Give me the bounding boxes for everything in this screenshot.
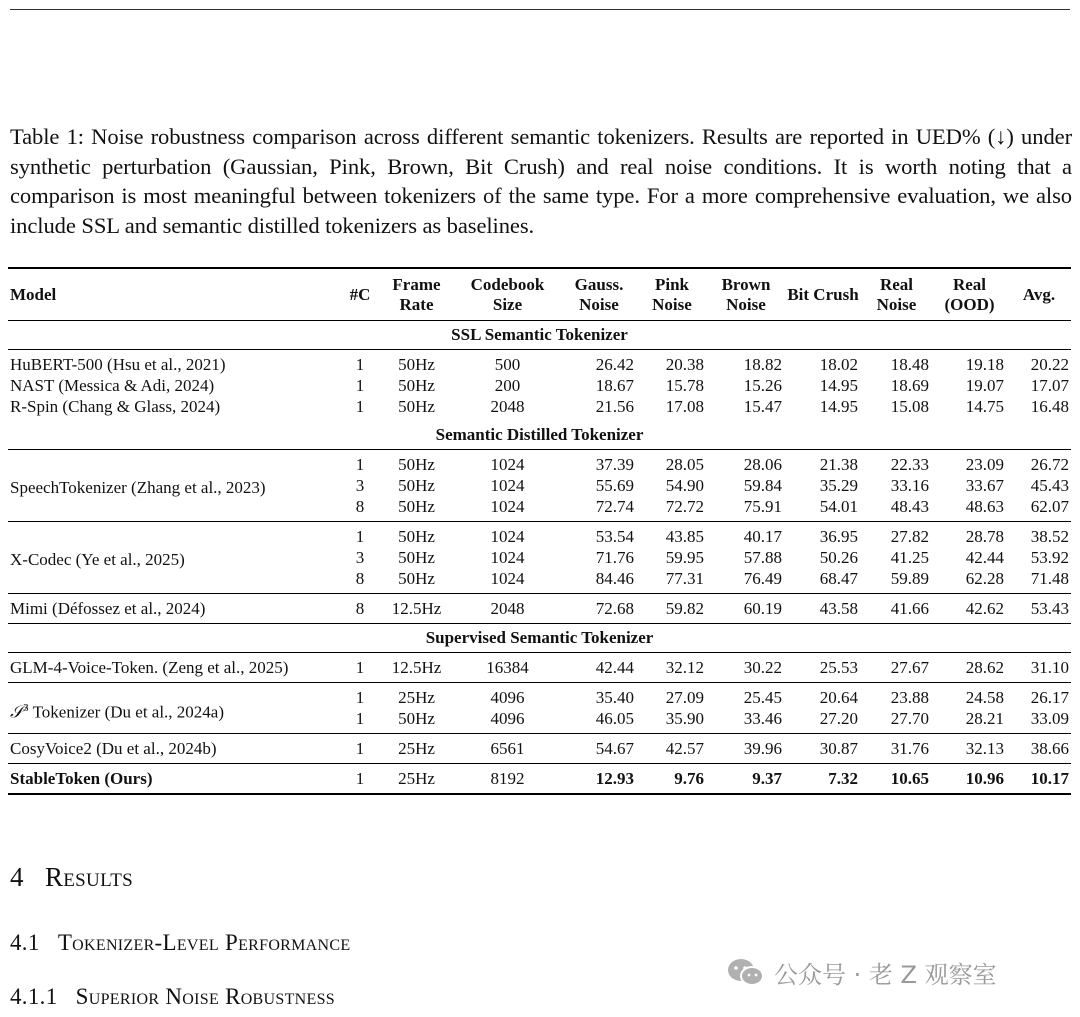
header-cell: Codebook Size	[470, 275, 545, 314]
header-cell: Model	[10, 285, 57, 304]
table-cell: 31.76	[890, 739, 929, 758]
table-cell: 19.18	[965, 355, 1004, 374]
table-cell: 2048	[490, 397, 525, 416]
model-name: R-Spin (Chang & Glass, 2024)	[10, 397, 221, 416]
table-row	[8, 450, 1071, 476]
table-cell: 27.09	[665, 688, 704, 707]
table-cell: 48.63	[965, 497, 1004, 516]
table-cell: 1	[355, 709, 365, 728]
table-cell: 23.88	[890, 688, 929, 707]
model-symbol: 𝒮	[10, 702, 24, 722]
table-cell: 19.07	[965, 376, 1004, 395]
table-cell: 28.62	[965, 658, 1004, 677]
table-row	[8, 734, 1071, 764]
table-cell: 1	[355, 739, 365, 758]
table-cell: 15.78	[665, 376, 704, 395]
table-cell: 54.01	[819, 497, 858, 516]
table-cell: 50.26	[819, 548, 858, 567]
table-cell: 53.43	[1030, 599, 1069, 618]
section-label: Supervised Semantic Tokenizer	[8, 624, 1071, 653]
table-cell: 72.74	[595, 497, 634, 516]
table-cell: 59.84	[743, 476, 782, 495]
table-cell: 20.64	[819, 688, 858, 707]
table-cell: 28.78	[965, 527, 1004, 546]
header-cell: Brown Noise	[721, 275, 771, 314]
table-cell: 41.25	[890, 548, 929, 567]
table-cell: 75.91	[743, 497, 782, 516]
table-cell: 12.93	[595, 769, 634, 788]
table-cell: 1	[355, 397, 365, 416]
table-cell: 38.52	[1030, 527, 1069, 546]
table-cell: 25Hz	[398, 739, 435, 758]
table-cell: 1024	[490, 476, 525, 495]
table-cell: 59.89	[890, 569, 929, 588]
table-cell: 35.29	[819, 476, 858, 495]
table-cell: 32.13	[965, 739, 1004, 758]
table-cell: 27.67	[890, 658, 929, 677]
table-cell: 68.47	[819, 569, 858, 588]
table-cell: 54.90	[665, 476, 704, 495]
table-cell: 45.43	[1030, 476, 1069, 495]
table-cell: 14.95	[819, 376, 858, 395]
table-cell: 28.05	[665, 455, 704, 474]
table-cell: 25Hz	[398, 688, 435, 707]
table-cell: 35.40	[595, 688, 634, 707]
table-row	[8, 764, 1071, 794]
table-cell: 28.06	[743, 455, 782, 474]
header-cell: Real (OOD)	[944, 275, 995, 314]
table-cell: 25.53	[819, 658, 858, 677]
header-row	[8, 268, 1071, 321]
table-row	[8, 522, 1071, 547]
table-cell: 76.49	[743, 569, 782, 588]
table-cell: 41.66	[890, 599, 929, 618]
table-cell: 35.90	[665, 709, 704, 728]
table-cell: 59.82	[665, 599, 704, 618]
table-cell: 72.68	[595, 599, 634, 618]
results-table	[8, 267, 1071, 795]
table-cell: 50Hz	[398, 497, 435, 516]
table-cell: 18.67	[595, 376, 634, 395]
table-cell: 1	[355, 355, 365, 374]
section-label: Semantic Distilled Tokenizer	[8, 421, 1071, 450]
table-cell: 54.67	[595, 739, 634, 758]
table-cell: 50Hz	[398, 476, 435, 495]
table-cell: 43.85	[665, 527, 704, 546]
table-cell: 26.72	[1030, 455, 1069, 474]
table-cell: 15.08	[890, 397, 929, 416]
table-cell: 18.82	[743, 355, 782, 374]
table-cell: 42.44	[595, 658, 634, 677]
table-cell: 57.88	[743, 548, 782, 567]
model-name: CosyVoice2 (Du et al., 2024b)	[10, 739, 217, 758]
table-cell: 84.46	[595, 569, 634, 588]
table-cell: 14.75	[965, 397, 1004, 416]
table-cell: 8	[355, 497, 365, 516]
table-cell: 27.20	[819, 709, 858, 728]
section-header-row	[8, 421, 1071, 450]
table-cell: 33.67	[965, 476, 1004, 495]
table-cell: 1	[355, 455, 365, 474]
table-row	[8, 683, 1071, 708]
table-cell: 28.21	[965, 709, 1004, 728]
table-cell: 17.07	[1030, 376, 1069, 395]
table-cell: 23.09	[965, 455, 1004, 474]
table-cell: 50Hz	[398, 355, 435, 374]
table-cell: 33.16	[890, 476, 929, 495]
table-cell: 21.38	[819, 455, 858, 474]
table-cell: 1024	[490, 527, 525, 546]
table-cell: 62.28	[965, 569, 1004, 588]
top-rule	[10, 9, 1070, 10]
model-name: NAST (Messica & Adi, 2024)	[10, 376, 215, 395]
table-cell: 12.5Hz	[391, 599, 442, 618]
header-cell: Bit Crush	[787, 285, 859, 304]
table-cell: 48.43	[890, 497, 929, 516]
table-cell: 9.76	[674, 769, 704, 788]
table-row	[8, 350, 1071, 376]
section-header-row	[8, 624, 1071, 653]
table-cell: 16384	[486, 658, 529, 677]
table-cell: 50Hz	[398, 569, 435, 588]
table-cell: 10.65	[890, 769, 929, 788]
table-cell: 27.82	[890, 527, 929, 546]
table-cell: 30.22	[743, 658, 782, 677]
table-cell: 40.17	[743, 527, 782, 546]
table-cell: 1024	[490, 569, 525, 588]
table-cell: 43.58	[819, 599, 858, 618]
table-cell: 1024	[490, 455, 525, 474]
table-cell: 25Hz	[398, 769, 435, 788]
table-cell: 9.37	[752, 769, 782, 788]
table-cell: 27.70	[890, 709, 929, 728]
table-cell: 1024	[490, 548, 525, 567]
table-row	[8, 594, 1071, 624]
table-row	[8, 653, 1071, 683]
table-cell: 50Hz	[398, 709, 435, 728]
header-cell: Avg.	[1022, 285, 1056, 304]
table-cell: 8	[355, 569, 365, 588]
table-caption: Table 1: Noise robustness comparison across different semantic tokenizers. Results are reported in UED% (↓) under synthetic perturbation (Gaussian, Pink, Brown, Bit Crush) and real noise conditions. It is worth noting that a comparison is most meaningful between tokenizers of the same type. For a more comprehensive evaluation, we also include SSL and semantic distilled tokenizers as baselines.	[10, 124, 1072, 238]
table-cell: 12.5Hz	[391, 658, 442, 677]
table-cell: 62.07	[1030, 497, 1069, 516]
table-cell: 1	[355, 376, 365, 395]
table-cell: 1	[355, 527, 365, 546]
model-name: SpeechTokenizer (Zhang et al., 2023)	[10, 478, 266, 497]
table-cell: 16.48	[1030, 397, 1069, 416]
table-cell: 1	[355, 769, 365, 788]
table-cell: 50Hz	[398, 376, 435, 395]
table-cell: 42.62	[965, 599, 1004, 618]
table-cell: 50Hz	[398, 455, 435, 474]
table-cell: 1024	[490, 497, 525, 516]
table-cell: 53.92	[1030, 548, 1069, 567]
table-cell: 59.95	[665, 548, 704, 567]
table-row	[8, 375, 1071, 396]
table-cell: 10.17	[1030, 769, 1069, 788]
table-cell: 50Hz	[398, 527, 435, 546]
model-name: Mimi (Défossez et al., 2024)	[10, 599, 206, 618]
section-label: SSL Semantic Tokenizer	[8, 321, 1071, 350]
table-cell: 60.19	[743, 599, 782, 618]
header-cell: Real Noise	[876, 275, 917, 314]
section-heading-4: 4 Results	[10, 862, 134, 892]
table-cell: 30.87	[819, 739, 858, 758]
table-cell: 31.10	[1030, 658, 1069, 677]
table-cell: 14.95	[819, 397, 858, 416]
section-header-row	[8, 321, 1071, 350]
table-cell: 15.26	[743, 376, 782, 395]
table-cell: 6561	[490, 739, 525, 758]
table-cell: 7.32	[828, 769, 858, 788]
table-cell: 42.57	[665, 739, 704, 758]
header-cell: #C	[349, 285, 371, 304]
table-cell: 55.69	[595, 476, 634, 495]
table-cell: 26.42	[595, 355, 634, 374]
table-cell: 18.48	[890, 355, 929, 374]
table-cell: 500	[494, 355, 521, 374]
table-cell: 38.66	[1030, 739, 1069, 758]
table-cell: 8192	[490, 769, 525, 788]
table-cell: 24.58	[965, 688, 1004, 707]
table-cell: 4096	[490, 688, 525, 707]
table-cell: 46.05	[595, 709, 634, 728]
table-cell: 71.76	[595, 548, 634, 567]
table-cell: 33.46	[743, 709, 782, 728]
table-body	[8, 321, 1071, 795]
model-superscript: 3	[23, 701, 29, 714]
watermark: 公众号 · 老 Z 观察室	[726, 955, 997, 990]
table-cell: 200	[494, 376, 521, 395]
table-cell: 3	[355, 476, 365, 495]
table-cell: 1	[355, 688, 365, 707]
table-cell: 39.96	[743, 739, 782, 758]
table-cell: 25.45	[743, 688, 782, 707]
section-heading-4-1-1: 4.1.1 Superior Noise Robustness	[10, 984, 335, 1009]
table-cell: 20.38	[665, 355, 704, 374]
model-name: StableToken (Ours)	[10, 769, 153, 788]
table-row	[8, 396, 1071, 421]
table-cell: 42.44	[965, 548, 1004, 567]
table-cell: 15.47	[743, 397, 782, 416]
table-cell: 71.48	[1030, 569, 1069, 588]
table-cell: 18.69	[890, 376, 929, 395]
table-cell: 37.39	[595, 455, 634, 474]
table-cell: 77.31	[665, 569, 704, 588]
table-cell: 50Hz	[398, 548, 435, 567]
header-cell: Frame Rate	[392, 275, 441, 314]
model-name: HuBERT-500 (Hsu et al., 2021)	[10, 355, 226, 374]
table-cell: 32.12	[665, 658, 704, 677]
table-cell: 21.56	[595, 397, 634, 416]
model-name	[8, 683, 341, 734]
table-cell: 8	[355, 599, 365, 618]
table-cell: 72.72	[665, 497, 704, 516]
table-cell: 22.33	[890, 455, 929, 474]
table-cell: 33.09	[1030, 709, 1069, 728]
model-label: Tokenizer (Du et al., 2024a)	[28, 702, 225, 722]
table-cell: 18.02	[819, 355, 858, 374]
table-cell: 17.08	[665, 397, 704, 416]
table-cell: 3	[355, 548, 365, 567]
table-cell: 2048	[490, 599, 525, 618]
table-cell: 4096	[490, 709, 525, 728]
table-cell: 26.17	[1030, 688, 1069, 707]
table-cell: 36.95	[819, 527, 858, 546]
section-heading-4-1: 4.1 Tokenizer-Level Performance	[10, 930, 351, 955]
table-cell: 1	[355, 658, 365, 677]
table-cell: 53.54	[595, 527, 634, 546]
wechat-icon	[726, 957, 766, 989]
table-cell: 10.96	[965, 769, 1004, 788]
table-cell: 20.22	[1030, 355, 1069, 374]
header-cell: Gauss. Noise	[574, 275, 624, 314]
header-cell: Pink Noise	[652, 275, 692, 314]
model-name: GLM-4-Voice-Token. (Zeng et al., 2025)	[10, 658, 289, 677]
model-name: X-Codec (Ye et al., 2025)	[10, 550, 185, 569]
table-cell: 50Hz	[398, 397, 435, 416]
